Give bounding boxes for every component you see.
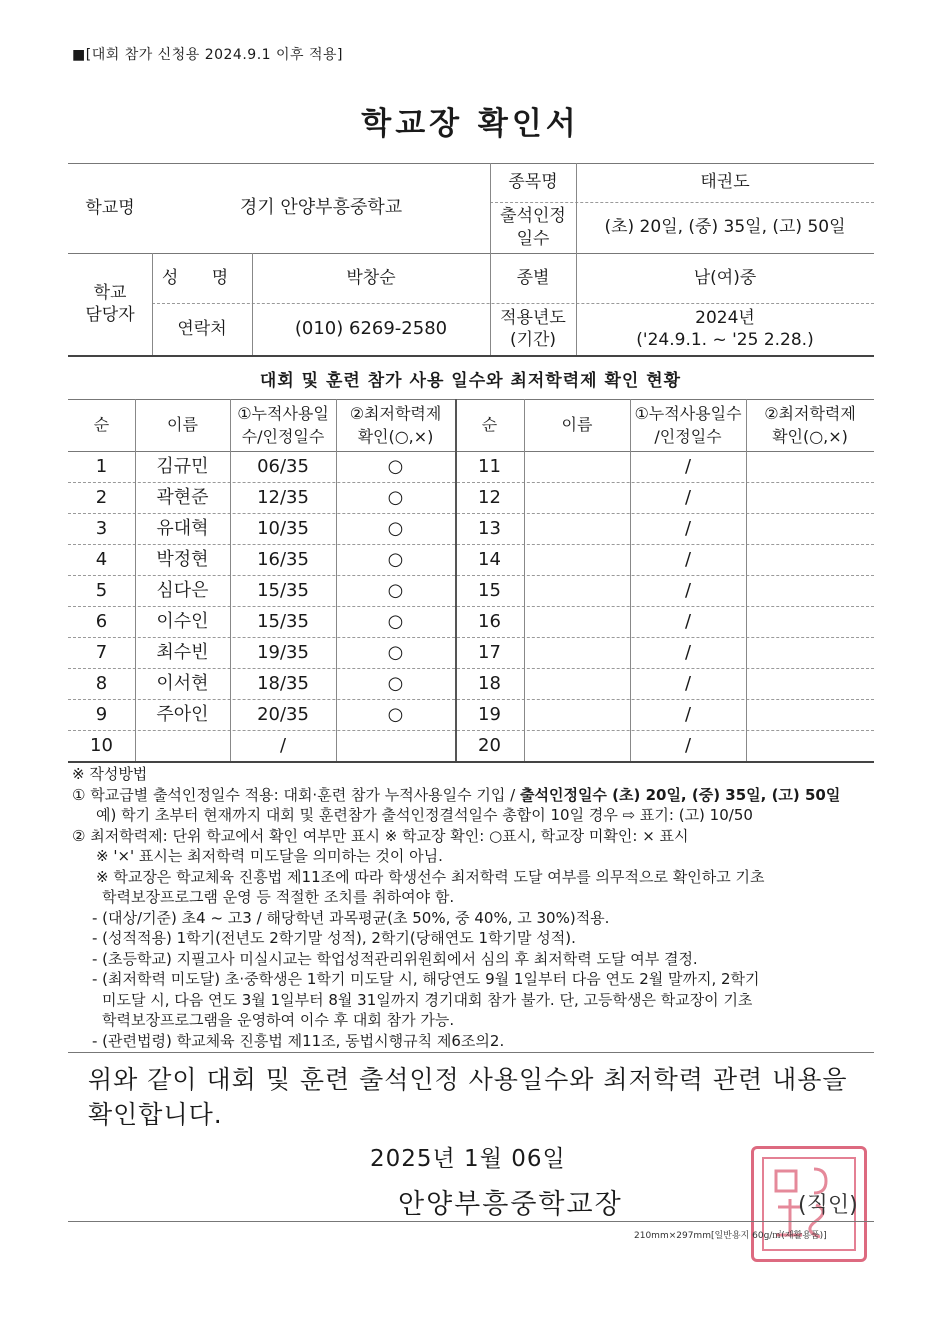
table-cell-left-no: 2 xyxy=(95,486,108,508)
table-cell-right-name xyxy=(524,451,630,482)
header-no-2: 순 xyxy=(481,415,498,435)
table-cell-left-check: ○ xyxy=(387,548,404,570)
note-4: ※ 학교장은 학교체육 진흥법 제11조에 따라 학생선수 최저학력 도달 여부를 의무적으로 확인하고 기초 xyxy=(96,867,765,886)
note-1-example: 예) 학기 초부터 현재까지 대회 및 훈련참가 출석인정결석일수 총합이 10일 경우 ⇨ 표기: (고) 10/50 xyxy=(96,806,753,824)
manager-name-value: 박창순 xyxy=(346,267,396,288)
table-cell-left-check: ○ xyxy=(387,517,404,539)
confirmation-line-2: 확인합니다. xyxy=(88,1100,223,1129)
table-cell-left-no: 10 xyxy=(90,734,113,756)
name-label: 성 명 xyxy=(161,267,243,288)
table-cell-right-check xyxy=(746,637,874,668)
table-cell-left-no: 5 xyxy=(95,579,108,601)
note-4-cont: 학력보장프로그램 운영 등 적절한 조치를 취하여야 함. xyxy=(102,888,455,906)
info-bottom-border xyxy=(68,355,874,357)
table-cell-right-name xyxy=(524,544,630,575)
table-cell-left-days: 16/35 xyxy=(257,548,309,570)
header-days-2: ①누적사용일수 /인정일수 xyxy=(634,403,742,446)
category-label: 종별 xyxy=(516,267,550,288)
contact-label: 연락처 xyxy=(177,318,227,339)
table-cell-right-no: 13 xyxy=(478,517,501,539)
table-cell-right-name xyxy=(524,730,630,761)
principal-name: 안양부흥중학교장 xyxy=(398,1189,623,1220)
table-cell-right-check xyxy=(746,575,874,606)
table-cell-left-name: 곽현준 xyxy=(156,486,209,508)
table-cell-right-days: / xyxy=(684,610,692,632)
table-cell-left-check xyxy=(336,730,455,761)
table-cell-left-name: 김규민 xyxy=(156,455,209,477)
note-1 xyxy=(72,785,882,806)
table-cell-left-name: 주아인 xyxy=(156,703,209,725)
contact-value: (010) 6269-2580 xyxy=(294,318,448,340)
table-cell-left-days: 18/35 xyxy=(257,672,309,694)
table-cell-right-name xyxy=(524,668,630,699)
table-cell-right-no: 12 xyxy=(478,486,501,508)
table-cell-right-days: / xyxy=(684,641,692,663)
table-cell-right-name xyxy=(524,699,630,730)
note-6: - (성적적용) 1학기(전년도 2학기말 성적), 2학기(당해연도 1학기말 성적). xyxy=(92,929,576,947)
table-cell-right-check xyxy=(746,451,874,482)
table-cell-right-check xyxy=(746,730,874,761)
sport-value: 태권도 xyxy=(700,172,750,193)
note-8-cont: 미도달 시, 다음 연도 3월 1일부터 8월 31일까지 경기대회 참가 불가. 단, 고등학생은 학교장이 기초 xyxy=(102,990,753,1009)
table-cell-right-days: / xyxy=(684,703,692,725)
sport-label: 종목명 xyxy=(508,172,558,193)
table-cell-left-days: 15/35 xyxy=(257,579,309,601)
table-cell-left-name: 최수빈 xyxy=(156,641,209,663)
table-cell-left-days: 15/35 xyxy=(257,610,309,632)
note-1-bold: 출석인정일수 (초) 20일, (중) 35일, (고) 50일 xyxy=(519,785,841,804)
table-cell-right-days: / xyxy=(684,579,692,601)
table-cell-left-no: 6 xyxy=(95,610,108,632)
note-2: ② 최저학력제: 단위 학교에서 확인 여부만 표시 ※ 학교장 확인: ○표시, 학교장 미확인: × 표시 xyxy=(72,826,689,845)
table-cell-left-check: ○ xyxy=(387,641,404,663)
table-cell-left-days: 12/35 xyxy=(257,486,309,508)
table-cell-left-name: 이수인 xyxy=(156,610,209,632)
category-value: 남(여)중 xyxy=(693,267,757,288)
school-name-label: 학교명 xyxy=(85,197,135,218)
note-1-text: ① 학교급별 출석인정일수 적용: 대회·훈련 참가 누적사용일수 기입 / xyxy=(72,785,520,804)
table-cell-left-no: 1 xyxy=(95,455,108,477)
notes-heading: ※ 작성방법 xyxy=(72,765,148,783)
table-cell-left-name: 박정현 xyxy=(156,548,209,570)
table-cell-left-no: 7 xyxy=(95,641,108,663)
table-cell-right-days: / xyxy=(684,672,692,694)
header-no: 순 xyxy=(93,415,110,435)
table-cell-left-no: 4 xyxy=(95,548,108,570)
paper-spec: 210mm×297mm[일반용지 60g/㎡(재활용품)] xyxy=(634,1231,827,1241)
header-days: ①누적사용일 수/인정일수 xyxy=(237,403,329,446)
table-cell-left-no: 8 xyxy=(95,672,108,694)
header-academic: ②최저학력제 확인(○,×) xyxy=(349,403,442,446)
table-cell-right-check xyxy=(746,699,874,730)
table-cell-right-days: / xyxy=(684,517,692,539)
table-cell-left-no: 3 xyxy=(95,517,108,539)
year-label: 적용년도 (기간) xyxy=(500,307,566,350)
seal-label: (직인) xyxy=(798,1193,858,1218)
table-cell-right-name xyxy=(524,575,630,606)
table-cell-right-check xyxy=(746,544,874,575)
table-cell-right-days: / xyxy=(684,486,692,508)
table-cell-right-no: 17 xyxy=(478,641,501,663)
note-8: - (최저학력 미도달) 초·중학생은 1학기 미도달 시, 해당연도 9월 1일부터 다음 연도 2월 말까지, 2학기 xyxy=(92,970,760,988)
table-cell-right-check xyxy=(746,482,874,513)
confirmation-line-1: 위와 같이 대회 및 훈련 출석인정 사용일수와 최저학력 관련 내용을 xyxy=(88,1065,848,1094)
header-name: 이름 xyxy=(167,415,198,435)
attendance-label: 출석인정 일수 xyxy=(500,206,566,249)
table-cell-left-days: 19/35 xyxy=(257,641,309,663)
footer-line xyxy=(68,1221,874,1222)
table-cell-left-no: 9 xyxy=(95,703,108,725)
confirmation-text xyxy=(88,1062,878,1132)
note-7: - (초등학교) 지필고사 미실시교는 학업성적관리위원회에서 심의 후 최저학력 도달 여부 결정. xyxy=(92,949,698,968)
document-title: 학교장 확인서 xyxy=(361,106,580,142)
table-cell-right-no: 11 xyxy=(478,455,501,477)
table-cell-right-no: 16 xyxy=(478,610,501,632)
table-cell-right-name xyxy=(524,482,630,513)
table-cell-left-days: 10/35 xyxy=(257,517,309,539)
manager-label: 학교 담당자 xyxy=(85,282,135,325)
table-cell-left-days: 06/35 xyxy=(257,455,309,477)
notes-bottom-border xyxy=(68,1052,874,1053)
table-cell-right-name xyxy=(524,606,630,637)
attendance-value: (초) 20일, (중) 35일, (고) 50일 xyxy=(604,217,846,238)
table-cell-right-no: 18 xyxy=(478,672,501,694)
table-cell-left-name xyxy=(135,730,230,761)
table-cell-right-days: / xyxy=(684,455,692,477)
table-cell-left-check: ○ xyxy=(387,455,404,477)
table-cell-right-no: 14 xyxy=(478,548,501,570)
table-cell-right-days: / xyxy=(684,548,692,570)
note-9: - (관련법령) 학교체육 진흥법 제11조, 동법시행규칙 제6조의2. xyxy=(92,1031,505,1050)
note-5: - (대상/기준) 초4 ~ 고3 / 해당학년 과목평균(초 50%, 중 40%, 고 30%)적용. xyxy=(92,908,610,927)
table-cell-left-check: ○ xyxy=(387,610,404,632)
table-cell-left-check: ○ xyxy=(387,579,404,601)
note-3: ※ '×' 표시는 최저학력 미도달을 의미하는 것이 아님. xyxy=(96,847,443,865)
table-cell-left-check: ○ xyxy=(387,672,404,694)
table-cell-right-days: / xyxy=(684,734,692,756)
table-cell-right-check xyxy=(746,668,874,699)
table-cell-left-check: ○ xyxy=(387,486,404,508)
table-cell-right-no: 19 xyxy=(478,703,501,725)
table-bottom-border xyxy=(68,761,874,763)
table-cell-right-check xyxy=(746,606,874,637)
year-value: 2024년 ('24.9.1. ~ '25 2.28.) xyxy=(636,307,814,350)
note-8-cont-2: 학력보장프로그램을 운영하여 이수 후 대회 참가 가능. xyxy=(102,1011,455,1029)
table-cell-left-days: / xyxy=(279,734,287,756)
table-title: 대회 및 훈련 참가 사용 일수와 최저학력제 확인 현황 xyxy=(259,371,682,391)
confirmation-date: 2025년 1월 06일 xyxy=(370,1146,566,1172)
table-cell-left-name: 심다은 xyxy=(156,579,209,601)
form-usage-label: ■[대회 참가 신청용 2024.9.1 이후 적용] xyxy=(72,47,344,63)
table-cell-right-name xyxy=(524,513,630,544)
header-name-2: 이름 xyxy=(561,415,593,435)
table-cell-left-name: 이서현 xyxy=(156,672,209,694)
instructions xyxy=(72,764,882,1051)
table-cell-right-no: 15 xyxy=(478,579,501,601)
table-cell-right-name xyxy=(524,637,630,668)
header-academic-2: ②최저학력제 확인(○,×) xyxy=(764,403,856,446)
school-name-value: 경기 안양부흥중학교 xyxy=(239,197,403,219)
table-cell-left-check: ○ xyxy=(387,703,404,725)
table-cell-left-name: 유대혁 xyxy=(156,517,209,539)
table-cell-right-check xyxy=(746,513,874,544)
table-cell-left-days: 20/35 xyxy=(257,703,309,725)
table-cell-right-no: 20 xyxy=(478,734,501,756)
